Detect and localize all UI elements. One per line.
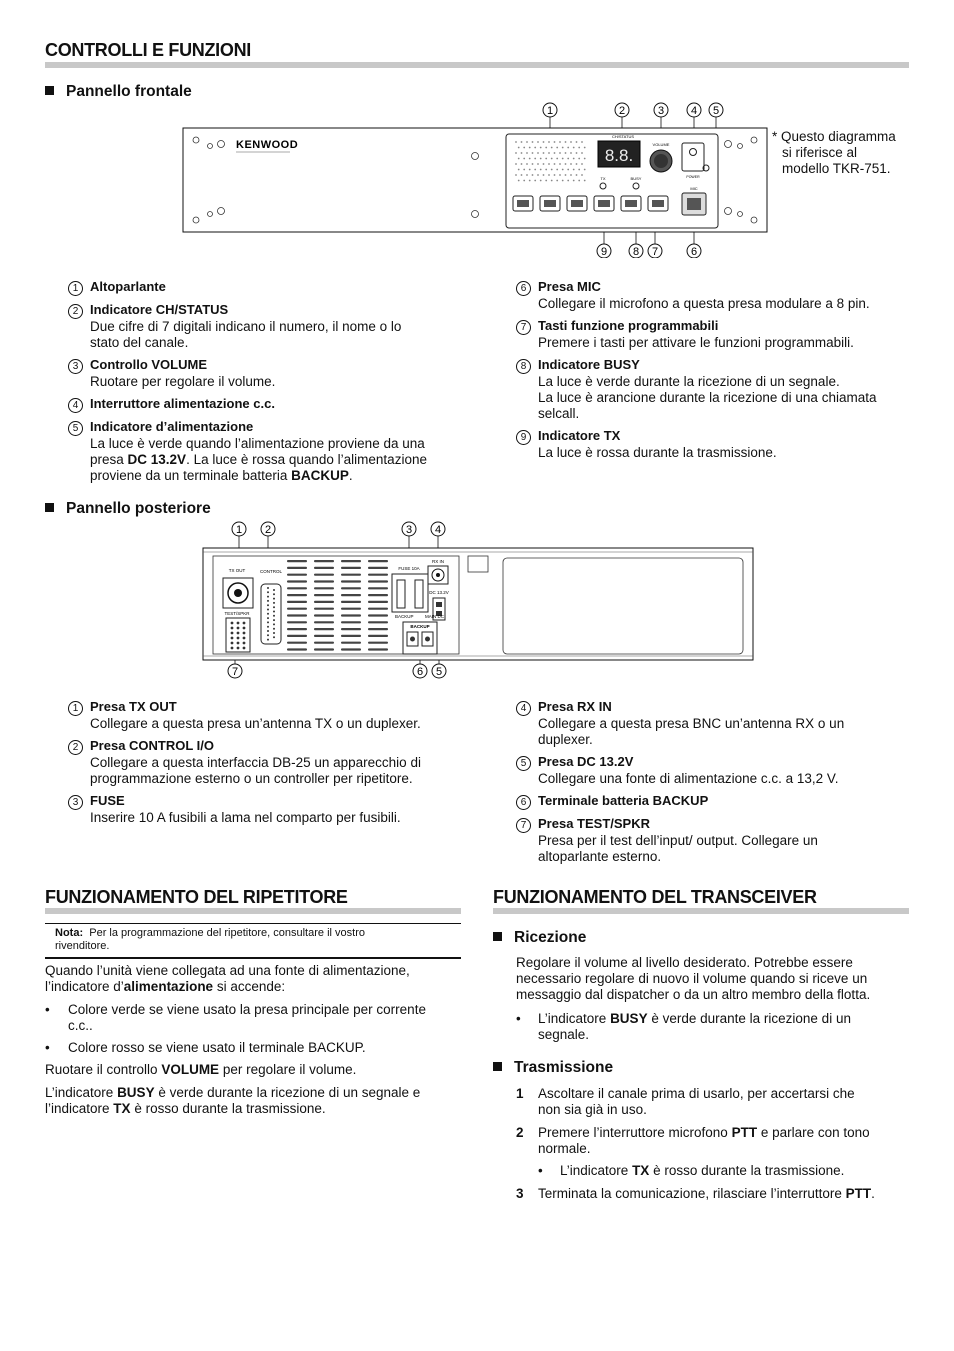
callout-6 [687,244,701,258]
subsection-label: Pannello posteriore [66,500,211,517]
svg-text:9: 9 [600,246,608,258]
tx-step-2: 2 Premere l’interruttore microfono PTT e parlare con tono normale. [516,1125,870,1156]
callout-1 [543,103,557,117]
svg-text:RX IN: RX IN [431,559,445,564]
section-title-controls: CONTROLLI E FUNZIONI [45,40,251,60]
repeater-bullet-2: • Colore rosso se viene usato il terminale BACKUP. [45,1040,366,1055]
svg-text:5: 5 [712,105,720,117]
svg-text:8: 8 [632,246,640,258]
subsection-title-rx [493,930,586,946]
subsection-title-front [45,84,192,100]
svg-text:3: 3 [405,524,413,536]
note-text: Per la programmazione del ripetitore, consultare il vostro [89,927,365,939]
rx-paragraph: Regolare il volume al livello desiderato. Potrebbe essere necessario regolare di nuovo il volume quando si riceve un messaggio dal dispatcher o da un altro membro della flotta. [516,955,871,1002]
callout-3 [402,522,416,536]
svg-text:FUSE 10A: FUSE 10A [398,566,420,571]
subsection-label: Ricezione [514,929,587,946]
repeater-paragraph-3: L’indicatore BUSY è verde durante la ricezione di un segnale e l’indicatore TX è rosso durante la trasmissione. [45,1085,421,1116]
model-note [772,129,896,177]
callout-2 [261,522,275,536]
front-item-8: 8 Indicatore BUSY La luce è verde durante la ricezione di un segnale. La luce è arancione durante la ricezione di una chiamata selcall. [516,357,876,422]
tx-step-2-bullet: • L’indicatore TX è rosso durante la trasmissione. [538,1163,845,1178]
svg-text:5: 5 [435,666,443,678]
rx-bullet: • L’indicatore BUSY è verde durante la ricezione di un segnale. [516,1011,851,1042]
callout-7 [648,244,662,258]
rear-item-1: 1 Presa TX OUT Collegare a questa presa un’antenna TX o un duplexer. [68,699,421,732]
note-label: Nota: [55,927,84,939]
callout-2 [615,103,629,117]
repeater-paragraph-1: Quando l’unità viene collegata ad una fonte di alimentazione, l’indicatore d’alimentazione si accende: [45,963,410,994]
note-text: rivenditore. [55,940,110,952]
svg-text:4: 4 [690,105,698,117]
callout-4 [687,103,701,117]
svg-text:TX: TX [600,176,606,181]
front-panel-diagram [180,98,780,258]
svg-text:MIC: MIC [690,186,698,191]
callout-6 [413,664,427,678]
section-title-transceiver: FUNZIONAMENTO DEL TRANSCEIVER [493,887,817,907]
rear-item-5: 5 Presa DC 13.2V Collegare una fonte di alimentazione c.c. a 13,2 V. [516,754,838,787]
tx-step-3: 3 Terminata la comunicazione, rilasciare l’interruttore PTT. [516,1186,875,1201]
repeater-bullet-1: • Colore verde se viene usato la presa principale per corrente c.c.. [45,1002,426,1033]
svg-text:BACKUP: BACKUP [395,614,414,619]
subsection-title-rear [45,501,211,517]
subsection-label: Pannello frontale [66,83,192,100]
svg-text:2: 2 [264,524,272,536]
svg-text:6: 6 [690,246,698,258]
section-rule [45,62,909,68]
front-item-3: 3 Controllo VOLUME Ruotare per regolare il volume. [68,357,275,390]
svg-text:TX OUT: TX OUT [228,568,246,573]
square-bullet-icon [45,86,54,95]
square-bullet-icon [493,932,502,941]
svg-text:1: 1 [546,105,554,117]
subsection-title-tx [493,1060,613,1076]
callout-5 [709,103,723,117]
front-item-4: 4 Interruttore alimentazione c.c. [68,396,275,413]
subsection-label: Trasmissione [514,1059,614,1076]
callout-7 [228,664,242,678]
note-line: modello TKR-751. [782,161,891,176]
svg-text:MAIN DC: MAIN DC [425,614,444,619]
svg-text:3: 3 [657,105,665,117]
brand-logo: KENWOOD [236,139,299,151]
svg-text:2: 2 [618,105,626,117]
section-rule [493,908,909,914]
square-bullet-icon [45,503,54,512]
control-io-connector[interactable] [261,584,281,644]
svg-text:6: 6 [416,666,424,678]
callout-8 [629,244,643,258]
ch-status-label: CH/STATUS [611,134,635,139]
rear-item-6: 6 Terminale batteria BACKUP [516,793,708,810]
tx-step-1: 1 Ascoltare il canale prima di usarlo, per accertarsi che non sia già in uso. [516,1086,855,1117]
rear-item-3: 3 FUSE Inserire 10 A fusibili a lama nel comparto per fusibili. [68,793,401,826]
callout-3 [654,103,668,117]
front-item-2: 2 Indicatore CH/STATUS Due cifre di 7 digitali indicano il numero, il nome o lo stato del canale. [68,302,401,351]
front-item-6: 6 Presa MIC Collegare il microfono a questa presa modulare a 8 pin. [516,279,870,312]
rear-item-4: 4 Presa RX IN Collegare a questa presa BNC un’antenna RX o un duplexer. [516,699,844,748]
svg-text:7: 7 [231,666,239,678]
volume-label: VOLUME [652,142,670,147]
callout-1 [232,522,246,536]
callout-4 [431,522,445,536]
front-item-9: 9 Indicatore TX La luce è rossa durante la trasmissione. [516,428,777,461]
square-bullet-icon [493,1062,502,1071]
svg-text:4: 4 [434,524,442,536]
front-item-1: 1 Altoparlante [68,279,166,296]
rear-panel-diagram [195,518,760,683]
rear-item-7: 7 Presa TEST/SPKR Presa per il test dell’input/ output. Collegare un altoparlante esterno. [516,816,818,865]
rear-item-2: 2 Presa CONTROL I/O Collegare a questa interfaccia DB-25 un apparecchio di programmazione esterno o un controller per ripetitore. [68,738,421,787]
svg-text:POWER: POWER [686,175,700,179]
svg-text:CONTROL: CONTROL [259,569,283,574]
callout-5 [432,664,446,678]
front-item-5: 5 Indicatore d’alimentazione La luce è verde quando l’alimentazione proviene da una presa DC 13.2V. La luce è rossa quando l’alimentazione proviene da un terminale batteria BACKUP. [68,419,427,484]
note-line: * Questo diagramma [772,129,896,144]
section-title-repeater: FUNZIONAMENTO DEL RIPETITORE [45,887,348,907]
callout-9 [597,244,611,258]
svg-text:DC 13.2V: DC 13.2V [429,590,449,595]
svg-text:BUSY: BUSY [630,176,642,181]
svg-text:7: 7 [651,246,659,258]
section-rule [45,908,461,914]
front-item-7: 7 Tasti funzione programmabili Premere i tasti per attivare le funzioni programmabili. [516,318,854,351]
svg-text:1: 1 [235,524,243,536]
svg-text:8.8.: 8.8. [604,146,634,165]
note-line: si riferisce al [782,145,858,160]
repeater-paragraph-2: Ruotare il controllo VOLUME per regolare il volume. [45,1062,357,1077]
note-box [45,923,461,959]
svg-text:BACKUP: BACKUP [410,624,430,629]
svg-text:TEST/SPKR: TEST/SPKR [224,611,250,616]
power-switch[interactable] [682,143,704,171]
